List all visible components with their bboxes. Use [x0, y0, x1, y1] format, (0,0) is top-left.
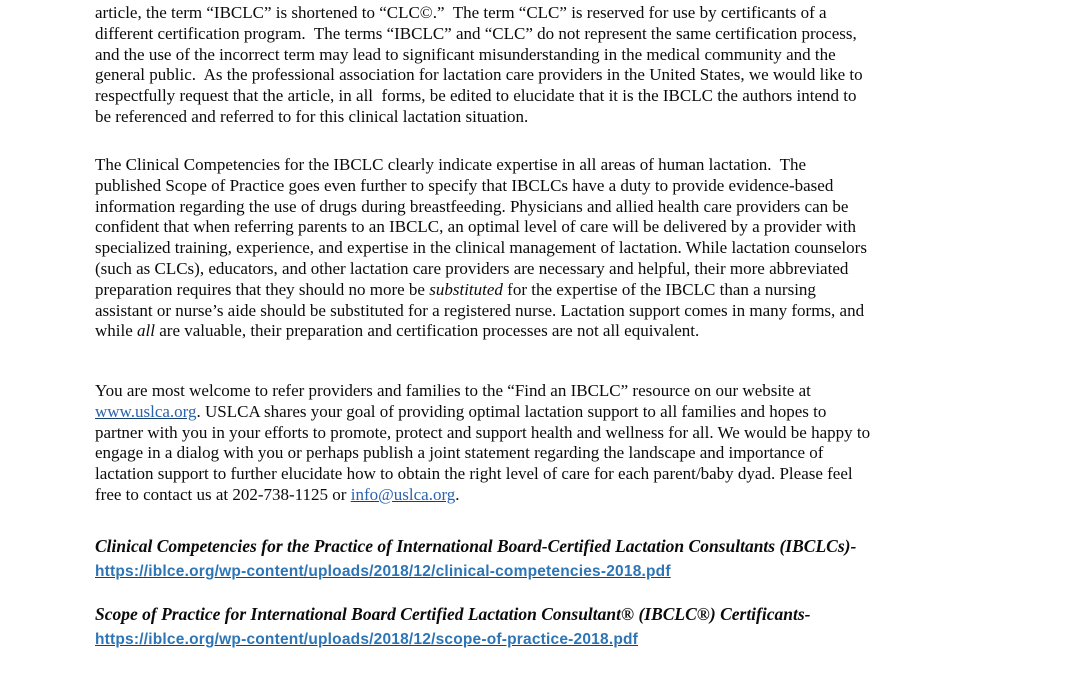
text-line — [95, 238, 1000, 259]
text-segment: be referenced and referred to for this clinical lactation situation. — [95, 106, 529, 126]
text-line — [95, 443, 1000, 464]
reference-link-scope-of-practice[interactable]: https://iblce.org/wp-content/uploads/2018/12/scope-of-practice-2018.pdf — [95, 631, 639, 648]
text-line — [95, 107, 1000, 128]
text-segment: The Clinical Competencies for the IBCLC clearly indicate expertise in all areas of human lactation. The — [95, 155, 807, 174]
text-segment: engage in a dialog with you or perhaps publish a joint statement regarding the landscape and importance of — [95, 443, 824, 463]
text-segment: information regarding the use of drugs during breastfeeding. Physicians and allied health care providers can be — [95, 196, 849, 216]
text-line — [95, 45, 1000, 66]
text-line — [95, 402, 1000, 423]
reference-link-clinical-competencies[interactable]: https://iblce.org/wp-content/uploads/2018/12/clinical-competencies-2018.pdf — [95, 563, 671, 580]
text-line — [95, 65, 1000, 86]
text-segment: specialized training, experience, and expertise in the clinical management of lactation. While lactation counselors — [95, 238, 867, 258]
inline-link[interactable]: info@uslca.org — [350, 484, 456, 504]
text-segment: You are most welcome to refer providers and families to the “Find an IBCLC” resource on our website at — [95, 381, 811, 400]
reference-title-scope-of-practice: Scope of Practice for International Board Certified Lactation Consultant® (IBCLC®) Certificants- — [95, 604, 811, 624]
text-segment: free to contact us at 202-738-1125 or — [95, 484, 351, 504]
text-line — [95, 3, 1000, 24]
text-line — [95, 301, 1000, 322]
text-line — [95, 86, 1000, 107]
text-segment: different certification program. The terms “IBCLC” and “CLC” do not represent the same certification process, — [95, 23, 857, 43]
text-line — [95, 485, 1000, 506]
text-segment: published Scope of Practice goes even further to specify that IBCLCs have a duty to provide evidence-based — [95, 175, 834, 195]
text-line — [95, 423, 1000, 444]
text-segment: general public. As the professional association for lactation care providers in the United States, we would like to — [95, 65, 863, 85]
text-segment: lactation support to further elucidate how to obtain the right level of care for each parent/baby dyad. Please feel — [95, 464, 853, 484]
text-segment: while — [95, 321, 138, 341]
text-line — [95, 176, 1000, 197]
inline-link[interactable]: www.uslca.org — [95, 401, 197, 421]
text-line — [95, 155, 1000, 176]
text-segment: assistant or nurse’s aide should be substituted for a registered nurse. Lactation support comes in many forms, and — [95, 300, 865, 320]
text-line — [95, 321, 1000, 342]
reference-title-clinical-competencies: Clinical Competencies for the Practice of International Board-Certified Lactation Consultants (IBCLCs)- — [95, 536, 857, 556]
paragraph-clinical-competencies — [95, 155, 1000, 342]
text-segment: preparation requires that they should no more be — [95, 279, 430, 299]
text-segment: article, the term “IBCLC” is shortened to “CLC©.” The term “CLC” is reserved for use by certificants of a — [95, 3, 827, 22]
text-line — [95, 280, 1000, 301]
text-segment: respectfully request that the article, in all forms, be edited to elucidate that it is the IBCLC the authors intend to — [95, 86, 857, 106]
text-line — [95, 464, 1000, 485]
text-segment: . USLCA shares your goal of providing optimal lactation support to all families and hopes to — [196, 401, 827, 421]
paragraph-terminology-clarification — [95, 3, 1000, 128]
text-segment: partner with you in your efforts to promote, protect and support health and wellness for all. We would be happy to — [95, 422, 871, 442]
text-segment: for the expertise of the IBCLC than a nursing — [502, 279, 816, 299]
text-segment: (such as CLCs), educators, and other lactation care providers are necessary and helpful, their more abbreviated — [95, 258, 849, 278]
text-line — [95, 259, 1000, 280]
text-line — [95, 381, 1000, 402]
text-segment: and the use of the incorrect term may lead to significant misunderstanding in the medical community and the — [95, 44, 836, 64]
text-line — [95, 217, 1000, 238]
text-segment: all — [137, 321, 155, 341]
text-segment: substituted — [429, 279, 503, 299]
text-line — [95, 24, 1000, 45]
text-segment: confident that when referring parents to an IBCLC, an optimal level of care will be delivered by a provider with — [95, 217, 856, 237]
text-line — [95, 197, 1000, 218]
text-segment: . — [455, 484, 460, 504]
text-segment: are valuable, their preparation and certification processes are not all equivalent. — [154, 321, 700, 341]
paragraph-referral-invitation — [95, 381, 1000, 506]
